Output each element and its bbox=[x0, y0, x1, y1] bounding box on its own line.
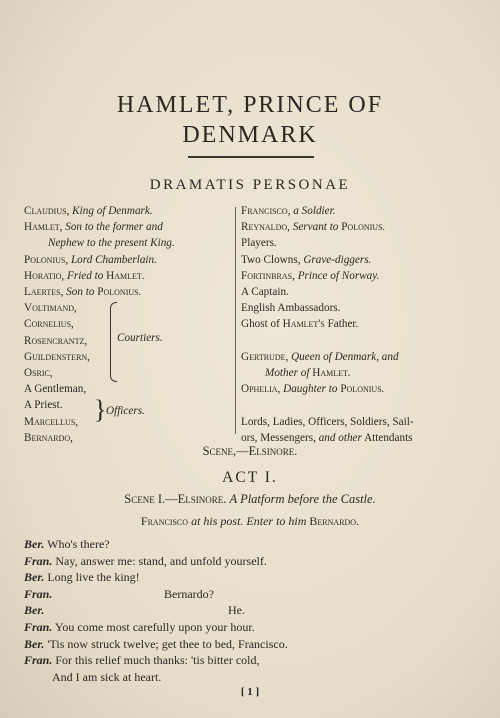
cast-list-right bbox=[241, 203, 491, 446]
speech: For this relief much thanks: 'tis bitter cold, bbox=[55, 653, 260, 668]
cast-entry bbox=[241, 316, 491, 332]
cast-entry: Gertrude, Queen of Denmark, and bbox=[241, 350, 399, 363]
character-ref: Polonius bbox=[341, 221, 383, 234]
speaker: Fran. bbox=[24, 586, 53, 601]
cast-italic: and other bbox=[318, 431, 362, 444]
speech: You come most carefully upon your hour. bbox=[54, 619, 255, 634]
cast-entry bbox=[24, 349, 234, 365]
character-ref: Polonius bbox=[340, 383, 382, 396]
cast-entry bbox=[24, 235, 234, 251]
cast-entry: Horatio, Fried to Hamlet. bbox=[24, 269, 145, 282]
cast-end: Father. bbox=[324, 318, 359, 331]
speech: Long live the king! bbox=[47, 570, 140, 585]
scene-label: Scene I.—Elsinore. bbox=[124, 492, 227, 506]
speech: He. bbox=[228, 603, 245, 618]
cast-text: Lords, Ladies, Officers, Soldiers, Sail- bbox=[241, 415, 414, 428]
character-description: Fried to bbox=[67, 269, 107, 282]
cast-entry bbox=[241, 235, 491, 251]
cast-entry: Reynaldo, Servant to Polonius. bbox=[241, 221, 386, 234]
speaker: Ber. bbox=[24, 570, 45, 585]
act-heading: ACT I. bbox=[222, 469, 278, 486]
character-name: Cornelius, bbox=[24, 318, 74, 331]
dialogue-line bbox=[24, 553, 494, 570]
cast-entry bbox=[24, 316, 234, 332]
character-name: Gertrude bbox=[241, 350, 286, 363]
character-name: Osric, bbox=[24, 367, 53, 380]
play-title-line1: HAMLET, PRINCE OF bbox=[116, 92, 384, 118]
cast-entry: Francisco, a Soldier. bbox=[241, 205, 336, 217]
character-ref: Hamlet bbox=[106, 269, 142, 282]
speech: Nay, answer me: stand, and unfold yourself. bbox=[55, 553, 267, 568]
speaker: Ber. bbox=[24, 603, 45, 618]
cast-text: Players. bbox=[241, 237, 277, 250]
cast-entry: Polonius, Lord Chamberlain. bbox=[24, 253, 157, 266]
cast-text: A Priest. bbox=[24, 399, 63, 412]
cast-end: . bbox=[138, 286, 142, 299]
speech: Who's there? bbox=[47, 537, 110, 551]
character-ref: Polonius bbox=[97, 286, 139, 299]
speaker: Ber. bbox=[24, 537, 45, 551]
character-name: Laertes bbox=[24, 286, 61, 299]
dramatis-heading: DRAMATIS PERSONAE bbox=[149, 177, 351, 193]
cast-end: . bbox=[382, 221, 386, 234]
character-name: Voltimand, bbox=[24, 302, 77, 315]
cast-entry: Laertes, Son to Polonius. bbox=[24, 286, 142, 299]
dialogue-line bbox=[24, 586, 494, 603]
character-description: Lord Chamberlain. bbox=[70, 253, 157, 266]
stage-char-a: Francisco bbox=[140, 514, 189, 528]
dialogue-line bbox=[24, 536, 494, 553]
courtiers-label: Courtiers. bbox=[117, 332, 163, 344]
character-description: Queen of Denmark, and bbox=[291, 350, 399, 363]
character-description: Nephew to the present King. bbox=[48, 237, 175, 250]
character-name: Ophelia bbox=[241, 383, 278, 396]
cast-entry bbox=[241, 252, 491, 268]
cast-entry bbox=[24, 365, 234, 381]
character-name: Reynaldo bbox=[241, 221, 288, 234]
character-name: Polonius bbox=[24, 253, 66, 266]
cast-text: ors, Messengers, bbox=[241, 431, 319, 444]
title-rule bbox=[188, 156, 314, 158]
column-divider bbox=[235, 207, 236, 434]
stage-char-b: Bernardo bbox=[309, 514, 357, 528]
speech: And I am sick at heart. bbox=[52, 669, 162, 684]
character-description: King of Denmark. bbox=[72, 205, 153, 217]
speaker: Fran. bbox=[24, 553, 53, 568]
cast-italic: Grave-diggers. bbox=[303, 253, 372, 266]
cast-entry: Hamlet, Son to the former and bbox=[24, 221, 163, 234]
cast-entry: Claudius, King of Denmark. bbox=[24, 205, 153, 217]
cast-end: . bbox=[141, 269, 145, 282]
cast-entry bbox=[241, 333, 491, 349]
scene-place: A Platform before the Castle. bbox=[229, 492, 376, 506]
cast-entry bbox=[241, 414, 491, 430]
cast-entry: Ophelia, Daughter to Polonius. bbox=[241, 383, 385, 396]
character-description: Mother of bbox=[265, 367, 313, 380]
character-name: Francisco bbox=[241, 205, 288, 217]
dialogue-line bbox=[24, 652, 494, 669]
dialogue-line bbox=[24, 636, 494, 653]
speaker: Fran. bbox=[24, 653, 53, 668]
character-description: Daughter to bbox=[283, 383, 341, 396]
cast-text: A Captain. bbox=[241, 286, 289, 299]
character-description: Prince of Norway. bbox=[297, 269, 380, 282]
cast-end: . bbox=[347, 367, 351, 380]
scene-setting: Scene,—Elsinore. bbox=[202, 444, 298, 458]
play-title-line2: DENMARK bbox=[182, 122, 318, 148]
character-ref: Hamlet's bbox=[282, 318, 325, 331]
cast-entry bbox=[241, 300, 491, 316]
cast-entry bbox=[24, 381, 234, 397]
stage-direction bbox=[0, 514, 500, 529]
courtiers-brace bbox=[110, 302, 117, 382]
cast-text: Ghost of bbox=[241, 318, 283, 331]
cast-entry: Fortinbras, Prince of Norway. bbox=[241, 269, 380, 282]
character-name: Claudius bbox=[24, 205, 67, 217]
cast-text: English Ambassadors. bbox=[241, 302, 341, 315]
speech: 'Tis now struck twelve; get thee to bed, Francisco. bbox=[47, 636, 288, 651]
character-description: Son to bbox=[66, 286, 98, 299]
character-name: Fortinbras bbox=[241, 269, 293, 282]
officers-label: Officers. bbox=[106, 405, 145, 417]
character-name: Bernardo, bbox=[24, 431, 73, 444]
scene-heading bbox=[0, 492, 500, 507]
stage-end: . bbox=[356, 514, 360, 528]
speech: Bernardo? bbox=[164, 586, 214, 601]
officers-brace: } bbox=[94, 395, 107, 424]
character-ref: Hamlet bbox=[312, 367, 348, 380]
dialogue-line bbox=[24, 569, 494, 586]
character-name: Horatio bbox=[24, 269, 62, 282]
character-name: Marcellus, bbox=[24, 415, 79, 428]
cast-entry bbox=[241, 397, 491, 413]
character-name: Guildenstern, bbox=[24, 350, 90, 363]
dialogue-block bbox=[24, 536, 494, 684]
speaker: Fran. bbox=[24, 619, 53, 634]
cast-text: Attendants bbox=[361, 431, 413, 444]
character-description: Son to the former and bbox=[65, 221, 163, 234]
cast-entry bbox=[241, 284, 491, 300]
cast-entry bbox=[241, 365, 491, 381]
character-name: Rosencrantz, bbox=[24, 334, 88, 347]
cast-text: Two Clowns, bbox=[241, 253, 304, 266]
cast-text: A Gentleman, bbox=[24, 383, 87, 396]
cast-end: . bbox=[381, 383, 385, 396]
dialogue-line bbox=[24, 619, 494, 636]
stage-text: at his post. Enter to him bbox=[188, 514, 310, 528]
character-description: a Soldier. bbox=[293, 205, 336, 217]
character-description: Servant to bbox=[292, 221, 342, 234]
dialogue-line bbox=[24, 602, 494, 619]
page-number: [ 1 ] bbox=[240, 686, 260, 698]
cast-entry bbox=[24, 300, 234, 316]
character-name: Hamlet bbox=[24, 221, 60, 234]
speaker: Ber. bbox=[24, 636, 45, 651]
